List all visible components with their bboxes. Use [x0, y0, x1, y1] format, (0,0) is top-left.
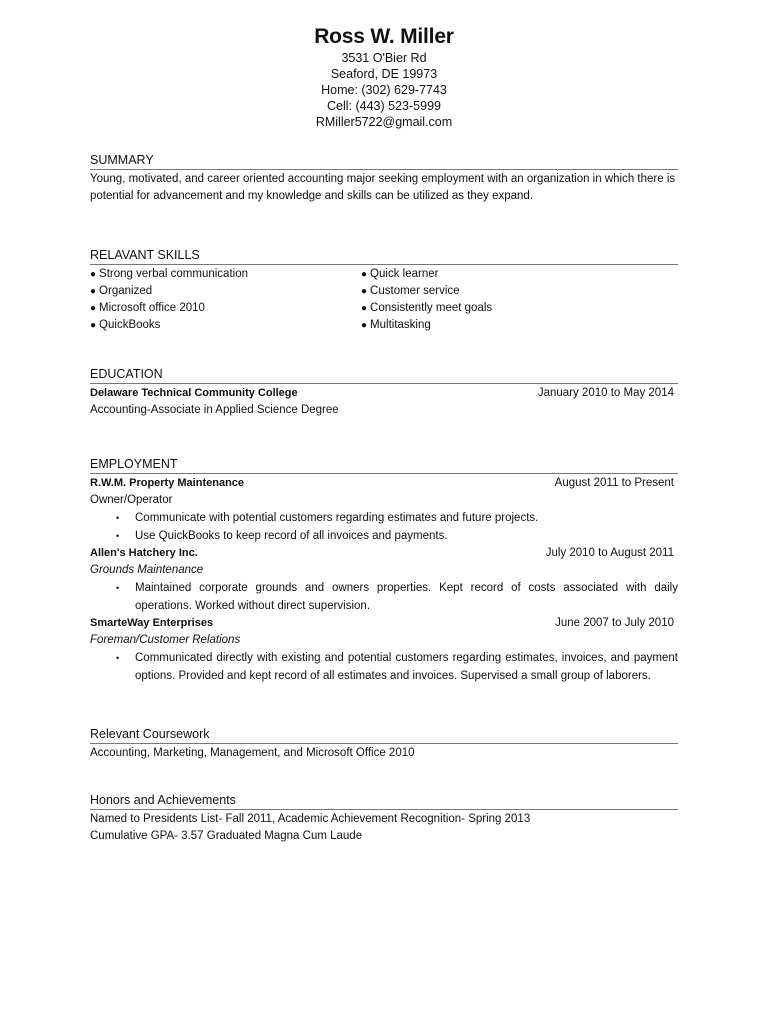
- coursework-text: Accounting, Marketing, Management, and Microsoft Office 2010: [90, 747, 415, 759]
- bullet-icon: ●: [361, 303, 368, 314]
- job-role: Owner/Operator: [90, 494, 173, 506]
- resume-header: [0, 24, 768, 130]
- skill-item: ● QuickBooks: [90, 319, 161, 331]
- skills-column-right: [361, 266, 632, 334]
- skill-item: ● Customer service: [361, 285, 460, 297]
- bullet-icon: •: [116, 531, 120, 541]
- job-dates: July 2010 to August 2011: [545, 547, 674, 559]
- degree-name: Accounting-Associate in Applied Science Degree: [90, 404, 339, 416]
- bullet-icon: •: [116, 513, 120, 523]
- address-line-2: Seaford, DE 19973: [330, 67, 438, 81]
- education-heading: EDUCATION: [90, 366, 678, 384]
- address-line-1: 3531 O'Bier Rd: [341, 51, 427, 65]
- skill-item: ● Quick learner: [361, 268, 439, 280]
- email-address: RMiller5722@gmail.com: [315, 115, 453, 129]
- bullet-icon: ●: [361, 286, 368, 297]
- employment-section: [90, 456, 678, 685]
- education-row: [90, 385, 678, 402]
- cell-phone: Cell: (443) 523-5999: [327, 99, 441, 113]
- company-name: SmarteWay Enterprises: [90, 617, 214, 629]
- skills-columns: [90, 266, 678, 334]
- skill-item: ● Consistently meet goals: [361, 302, 493, 314]
- honors-line-2: Cumulative GPA- 3.57 Graduated Magna Cum Laude: [90, 830, 363, 842]
- bullet-icon: ●: [361, 320, 368, 331]
- home-phone: Home: (302) 629-7743: [321, 83, 447, 97]
- summary-section: [90, 152, 678, 205]
- duty-item: • Communicated directly with existing and potential customers regarding estimates, invoices, and payment options. Provided and kept record of all estimates and invoices. Supervised a small group of laborers.: [90, 649, 678, 685]
- bullet-icon: ●: [90, 286, 97, 297]
- duty-item: • Maintained corporate grounds and owners properties. Kept record of costs associated with daily operations. Worked without direct supervision.: [90, 579, 678, 615]
- bullet-icon: ●: [361, 269, 368, 280]
- job-entry: [90, 475, 678, 545]
- summary-text: Young, motivated, and career oriented accounting major seeking employment with an organization in which there is potential for advancement and my knowledge and skills can be utilized as they expand.: [90, 173, 676, 202]
- skill-item: ● Multitasking: [361, 319, 431, 331]
- bullet-icon: ●: [90, 320, 97, 331]
- job-dates: June 2007 to July 2010: [555, 617, 674, 629]
- honors-heading: Honors and Achievements: [90, 792, 678, 810]
- job-entry: [90, 615, 678, 685]
- skills-section: [90, 247, 678, 334]
- duty-item: • Communicate with potential customers regarding estimates and future projects.: [90, 509, 678, 527]
- education-dates: January 2010 to May 2014: [537, 387, 674, 399]
- company-name: Allen's Hatchery Inc.: [90, 547, 198, 559]
- skill-item: ● Organized: [90, 285, 153, 297]
- candidate-name: Ross W. Miller: [314, 25, 454, 48]
- job-entry: [90, 545, 678, 615]
- honors-line-1: Named to Presidents List- Fall 2011, Academic Achievement Recognition- Spring 2013: [90, 813, 531, 825]
- bullet-icon: •: [116, 653, 120, 663]
- bullet-icon: ●: [90, 269, 97, 280]
- summary-heading: SUMMARY: [90, 152, 678, 170]
- skills-heading: RELAVANT SKILLS: [90, 247, 678, 265]
- employment-heading: EMPLOYMENT: [90, 456, 678, 474]
- job-role: Grounds Maintenance: [90, 564, 204, 576]
- honors-section: [90, 792, 678, 845]
- job-role: Foreman/Customer Relations: [90, 634, 241, 646]
- duty-item: • Use QuickBooks to keep record of all invoices and payments.: [90, 527, 678, 545]
- skill-item: ● Strong verbal communication: [90, 268, 248, 280]
- school-name: Delaware Technical Community College: [90, 387, 298, 399]
- bullet-icon: •: [116, 583, 120, 593]
- job-dates: August 2011 to Present: [554, 477, 674, 489]
- skills-column-left: [90, 266, 361, 334]
- education-section: [90, 366, 678, 419]
- company-name: R.W.M. Property Maintenance: [90, 477, 245, 489]
- skill-item: ● Microsoft office 2010: [90, 302, 205, 314]
- coursework-section: [90, 726, 678, 762]
- bullet-icon: ●: [90, 303, 97, 314]
- coursework-heading: Relevant Coursework: [90, 726, 678, 744]
